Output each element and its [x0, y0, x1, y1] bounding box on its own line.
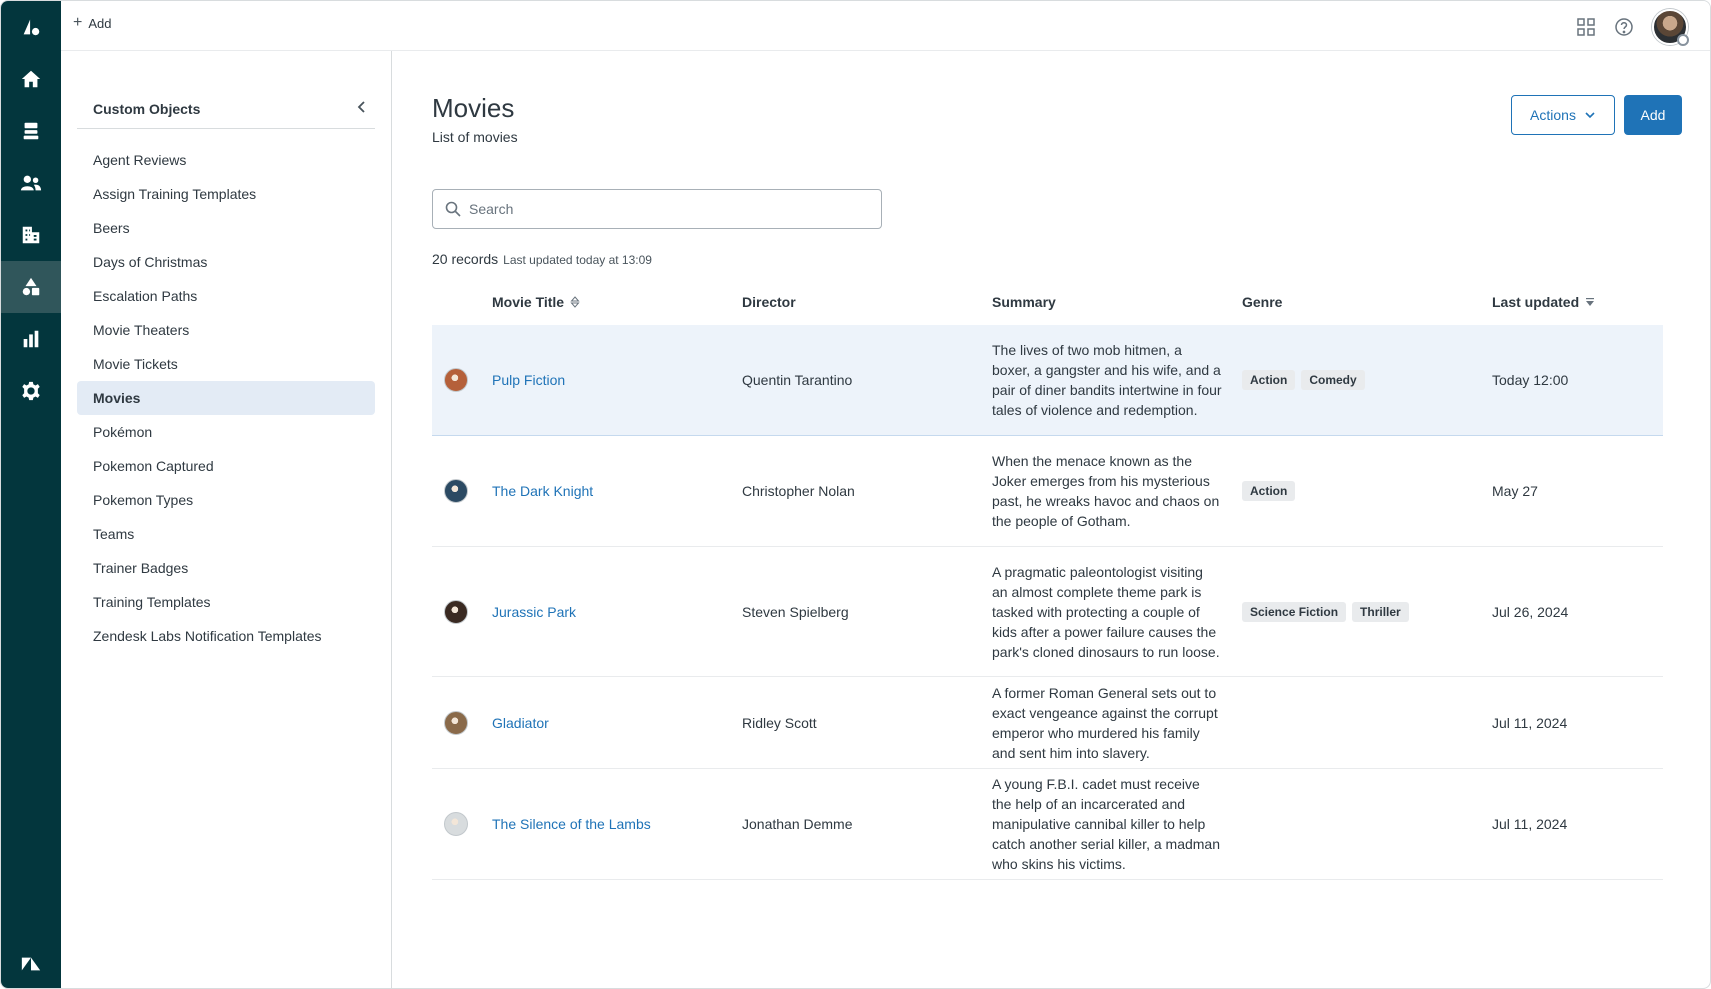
- chevron-left-icon[interactable]: [355, 100, 369, 118]
- director-cell: Steven Spielberg: [742, 603, 849, 620]
- thumbnail-cell: [444, 547, 468, 676]
- thumbnail-cell: [444, 325, 468, 435]
- thumbnail-cell: [444, 436, 468, 546]
- search-icon: [445, 201, 461, 217]
- table-row[interactable]: [432, 325, 1663, 436]
- top-bar-icons: [1576, 9, 1688, 45]
- movie-poster-thumbnail: [444, 600, 468, 624]
- reporting-icon[interactable]: [1, 313, 61, 365]
- column-header-updated-label: Last updated: [1492, 294, 1580, 310]
- column-header-genre[interactable]: Genre: [1242, 294, 1283, 310]
- movie-poster-thumbnail: [444, 711, 468, 735]
- movie-title-link[interactable]: The Silence of the Lambs: [492, 816, 651, 832]
- summary-cell: A young F.B.I. cadet must receive the help of an incarcerated and manipulative cannibal killer to help catch another serial killer, a madman who skins his victims.: [992, 776, 1220, 872]
- director-cell: Christopher Nolan: [742, 483, 855, 499]
- organizations-icon[interactable]: [1, 209, 61, 261]
- genre-cell: [1242, 436, 1301, 546]
- genre-tag: Thriller: [1352, 602, 1409, 622]
- add-new-button[interactable]: [73, 15, 111, 31]
- sort-descending-icon: [1585, 296, 1595, 308]
- table-body: [432, 325, 1663, 880]
- director-cell: Ridley Scott: [742, 714, 817, 731]
- genre-cell: [1242, 325, 1371, 435]
- home-icon[interactable]: [1, 53, 61, 105]
- sidebar-title: Custom Objects: [93, 100, 201, 117]
- movie-title-link[interactable]: Pulp Fiction: [492, 372, 566, 388]
- sidebar-item[interactable]: Pokémon: [93, 424, 153, 440]
- summary-cell: A pragmatic paleontologist visiting an almost complete theme park is tasked with protecting a couple of kids after a power failure causes the park's cloned dinosaurs to run loose.: [992, 563, 1220, 660]
- title-cell: [492, 769, 651, 879]
- genre-tag: Action: [1242, 481, 1295, 501]
- column-header-title-label: Movie Title: [492, 294, 565, 310]
- director-cell: Jonathan Demme: [742, 816, 853, 832]
- table-row[interactable]: [432, 547, 1663, 677]
- genre-cell: [1242, 547, 1415, 676]
- movie-poster-thumbnail: [444, 479, 468, 503]
- sidebar-item[interactable]: Movies: [77, 381, 375, 415]
- objects-icon[interactable]: [1, 261, 61, 313]
- column-header-title[interactable]: [492, 279, 580, 325]
- add-new-label: Add: [88, 15, 112, 31]
- user-avatar[interactable]: [1652, 9, 1688, 45]
- sidebar-header: [77, 89, 375, 129]
- customers-icon[interactable]: [1, 157, 61, 209]
- sidebar-item[interactable]: Agent Reviews: [93, 152, 187, 168]
- records-count: 20 records: [432, 251, 499, 267]
- records-summary: [432, 251, 652, 267]
- add-record-button[interactable]: Add: [1624, 95, 1682, 135]
- movie-title-link[interactable]: Gladiator: [492, 714, 549, 731]
- table-row[interactable]: [432, 436, 1663, 547]
- summary-cell: The lives of two mob hitmen, a boxer, a gangster and his wife, and a pair of diner bandits intertwine in four tales of violence and redemption.: [992, 342, 1222, 418]
- sidebar-item[interactable]: Days of Christmas: [93, 254, 208, 270]
- title-cell: [492, 677, 549, 768]
- title-cell: [492, 325, 565, 435]
- genre-tag: Science Fiction: [1242, 602, 1346, 622]
- chevron-down-icon: [1584, 109, 1596, 121]
- last-updated-cell: Jul 26, 2024: [1492, 603, 1569, 620]
- page-subtitle: List of movies: [432, 129, 518, 145]
- column-header-updated[interactable]: [1492, 279, 1595, 325]
- movie-title-link[interactable]: The Dark Knight: [492, 483, 594, 499]
- product-nav-rail: [1, 1, 61, 989]
- last-updated-cell: Today 12:00: [1492, 372, 1569, 388]
- sidebar-item[interactable]: Teams: [93, 526, 135, 542]
- search-field[interactable]: [432, 189, 882, 229]
- table-header: [432, 279, 1663, 325]
- zendesk-logo-icon[interactable]: [1, 1, 61, 53]
- sidebar-item[interactable]: Zendesk Labs Notification Templates: [93, 628, 322, 644]
- sort-icon: [570, 296, 580, 308]
- actions-button[interactable]: [1511, 95, 1615, 135]
- presence-status-icon: [1677, 34, 1689, 46]
- plus-icon: +: [73, 14, 83, 31]
- genre-tag: Comedy: [1301, 370, 1364, 390]
- apps-grid-icon[interactable]: [1576, 17, 1596, 37]
- movies-table: [432, 279, 1663, 880]
- director-cell: Quentin Tarantino: [742, 372, 853, 388]
- column-header-director[interactable]: Director: [742, 294, 796, 310]
- records-last-updated: Last updated today at 13:09: [503, 253, 652, 267]
- sidebar-item[interactable]: Beers: [93, 220, 130, 236]
- table-row[interactable]: [432, 769, 1663, 880]
- page-title: Movies: [432, 93, 515, 123]
- sidebar-list: [77, 143, 375, 653]
- sidebar-item[interactable]: Pokemon Types: [93, 492, 194, 508]
- sidebar-item[interactable]: Pokemon Captured: [93, 458, 214, 474]
- sidebar-item[interactable]: Movie Theaters: [93, 322, 190, 338]
- column-header-summary[interactable]: Summary: [992, 294, 1056, 310]
- sidebar-item[interactable]: Movie Tickets: [93, 356, 178, 372]
- title-cell: [492, 547, 576, 676]
- thumbnail-cell: [444, 677, 468, 768]
- last-updated-cell: May 27: [1492, 483, 1538, 499]
- table-row[interactable]: [432, 677, 1663, 769]
- main-content: [393, 51, 1710, 989]
- admin-gear-icon[interactable]: [1, 365, 61, 417]
- movie-title-link[interactable]: Jurassic Park: [492, 603, 577, 620]
- movie-poster-thumbnail: [444, 368, 468, 392]
- thumbnail-cell: [444, 769, 468, 879]
- summary-cell: When the menace known as the Joker emerges from his mysterious past, he wreaks havoc and chaos on the people of Gotham.: [992, 453, 1220, 529]
- sidebar-item[interactable]: Trainer Badges: [93, 560, 189, 576]
- sidebar-item[interactable]: Training Templates: [93, 594, 211, 610]
- tickets-icon[interactable]: [1, 105, 61, 157]
- actions-label: Actions: [1530, 107, 1576, 123]
- sidebar-item[interactable]: Escalation Paths: [93, 288, 198, 304]
- genre-tag: Action: [1242, 370, 1295, 390]
- custom-objects-sidebar: [61, 51, 392, 989]
- help-icon[interactable]: [1614, 17, 1634, 37]
- summary-cell: A former Roman General sets out to exact vengeance against the corrupt emperor who murdered his family and sent him into slavery.: [992, 684, 1218, 761]
- search-input[interactable]: [469, 201, 859, 217]
- movie-poster-thumbnail: [444, 812, 468, 836]
- zendesk-brand-icon: [1, 938, 61, 989]
- last-updated-cell: Jul 11, 2024: [1492, 816, 1568, 832]
- title-cell: [492, 436, 593, 546]
- top-bar: [61, 1, 1710, 51]
- sidebar-item[interactable]: Assign Training Templates: [93, 186, 257, 202]
- last-updated-cell: Jul 11, 2024: [1492, 714, 1568, 731]
